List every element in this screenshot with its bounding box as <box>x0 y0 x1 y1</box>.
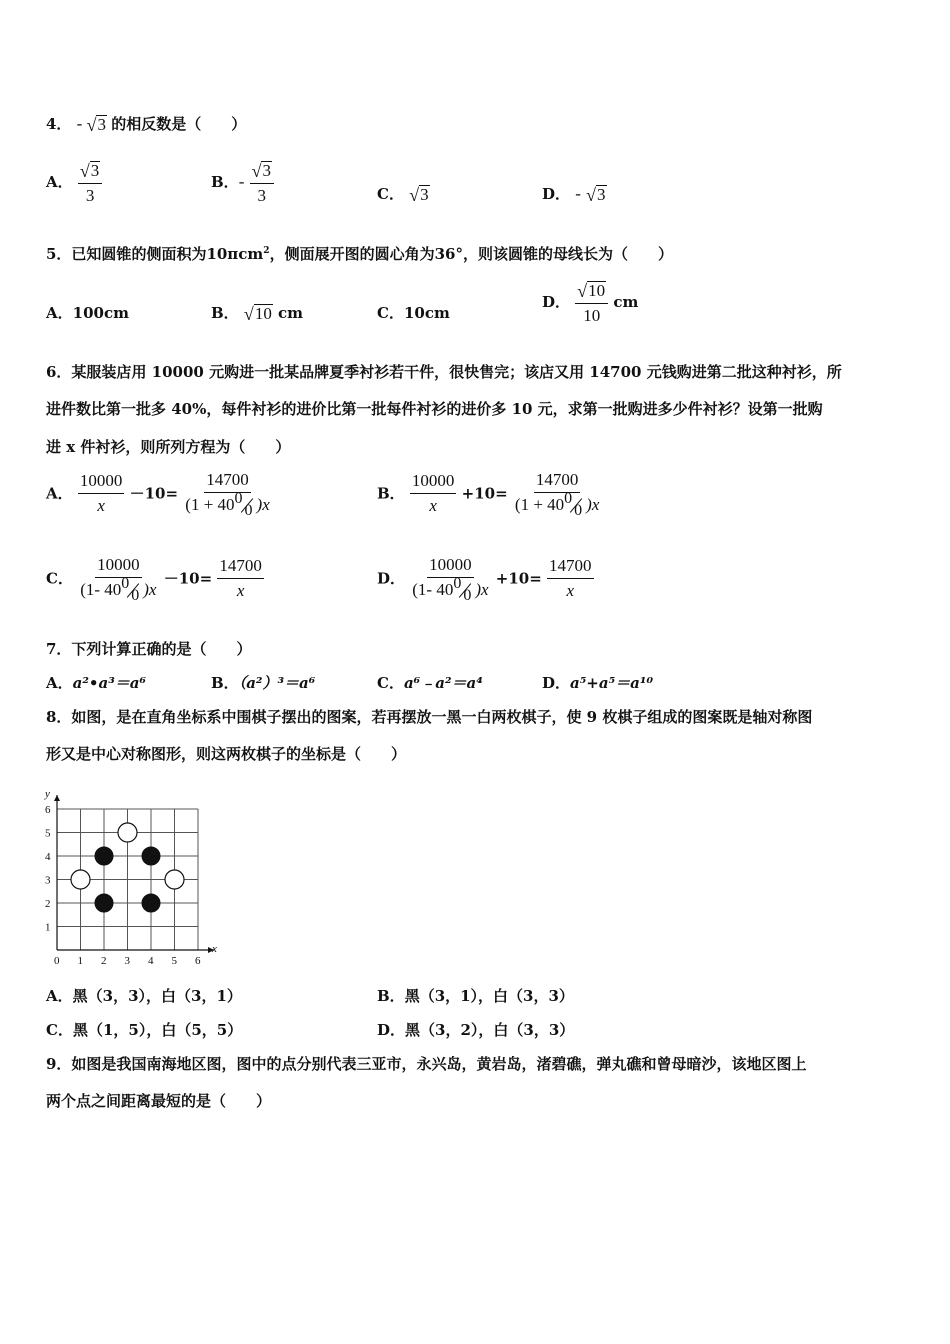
white-stone <box>165 870 184 889</box>
q4-stem <box>46 114 246 135</box>
x-tick-label: 2 <box>101 955 107 967</box>
q5-option-d[interactable]: D． √ 10 10 cm <box>542 281 639 326</box>
q4-option-c[interactable]: C． √ 3 <box>377 185 429 205</box>
black-stone <box>95 894 113 912</box>
q4-option-d[interactable]: D． - √ 3 <box>542 184 606 205</box>
white-stone <box>71 870 90 889</box>
q5-stem: 5．已知圆锥的侧面积为10πcm$^2$，侧面展开图的圆心角为36°，则该圆锥的母线长为（ ） <box>46 245 673 263</box>
y-tick-label: 4 <box>45 851 51 863</box>
q4-expr: - √ 3 <box>76 114 106 136</box>
q8-line-1: 8．如图，是在直角坐标系中围棋子摆出的图案，若再摆放一黑一白两枚棋子，使 9 枚棋子组成的图案既是轴对称图 <box>46 708 813 726</box>
q4-stem-text: 的相反数是（ ） <box>111 115 247 133</box>
y-tick-label: 2 <box>45 898 51 910</box>
black-stone <box>142 847 160 865</box>
q6-option-b[interactable]: B． $\frac{10000}{x}$ +10= 14700 (1 + 40 0 0 )x <box>377 470 600 520</box>
x-tick-label: 4 <box>148 955 154 967</box>
x-tick-label: 0 <box>54 955 60 967</box>
x-tick-label: 5 <box>171 955 177 967</box>
q7-stem: 7．下列计算正确的是（ ） <box>46 640 252 658</box>
q8-line-2: 形又是中心对称图形，则这两枚棋子的坐标是（ ） <box>46 745 407 763</box>
y-tick-label: 6 <box>45 804 51 816</box>
q4-number: 4． <box>46 115 72 133</box>
q7-option-d[interactable]: D．a⁵+a⁵＝a¹⁰ <box>542 674 654 692</box>
q8-option-b[interactable]: B．黑（3，1），白（3，3） <box>377 987 574 1005</box>
q6-option-d[interactable]: D． 10000 (1- 40 0 0 )x +10= $\frac{14700}{x}$ <box>377 555 592 605</box>
black-stone <box>142 894 160 912</box>
q6-line-1: 6．某服装店用 10000 元购进一批某品牌夏季衬衫若干件，很快售完；该店又用 14700 元钱购进第二批这种衬衫，所 <box>46 363 842 381</box>
y-axis-label: y <box>45 788 50 800</box>
q8-tick-labels <box>44 788 217 967</box>
q5-option-a[interactable]: A．100cm <box>46 304 129 322</box>
q8-option-a[interactable]: A．黑（3，3），白（3，1） <box>46 987 242 1005</box>
x-axis-label: x <box>212 943 217 955</box>
q6-option-c[interactable]: C． 10000 (1- 40 0 0 )x －10= $\frac{14700}{x}$ <box>46 555 262 605</box>
q6-line-2: 进件数比第一批多 40%，每件衬衫的进价比第一批每件衬衫的进价多 10 元，求第一批购进多少件衬衫？设第一批购 <box>46 400 823 418</box>
q5-option-c[interactable]: C．10cm <box>377 304 450 322</box>
y-tick-label: 3 <box>45 874 51 887</box>
q9-line-1: 9．如图是我国南海地区图，图中的点分别代表三亚市，永兴岛，黄岩岛，渚碧礁，弹丸礁和曾母暗沙，该地区图上 <box>46 1055 807 1073</box>
q9-line-2: 两个点之间距离最短的是（ ） <box>46 1092 272 1110</box>
q5-option-b[interactable]: B． √ 10 cm <box>211 304 304 324</box>
q7-option-b[interactable]: B．（a²）³＝a⁶ <box>211 674 316 692</box>
white-stone <box>118 823 137 842</box>
q6-line-3: 进 x 件衬衫，则所列方程为（ ） <box>46 438 291 456</box>
y-tick-label: 5 <box>45 827 51 840</box>
q4-option-a[interactable]: A． √ 3 3 <box>46 160 102 206</box>
x-tick-label: 6 <box>195 955 201 967</box>
q8-figure <box>40 778 240 970</box>
x-tick-label: 3 <box>124 955 130 967</box>
x-tick-label: 1 <box>77 955 83 967</box>
black-stone <box>95 847 113 865</box>
q8-option-d[interactable]: D．黑（3，2），白（3，3） <box>377 1021 575 1039</box>
y-axis-arrow <box>54 795 60 801</box>
q7-option-c[interactable]: C．a⁶﹣a²＝a⁴ <box>377 674 483 692</box>
q4-option-b[interactable]: B．- √ 3 3 <box>211 160 274 206</box>
q8-option-c[interactable]: C．黑（1，5），白（5，5） <box>46 1021 243 1039</box>
y-tick-label: 1 <box>45 921 51 934</box>
q6-option-a[interactable]: A． $\frac{10000}{x}$ －10= 14700 (1 + 40 0 0 )x <box>46 470 270 520</box>
q7-option-a[interactable]: A．a²•a³＝a⁶ <box>46 674 147 692</box>
